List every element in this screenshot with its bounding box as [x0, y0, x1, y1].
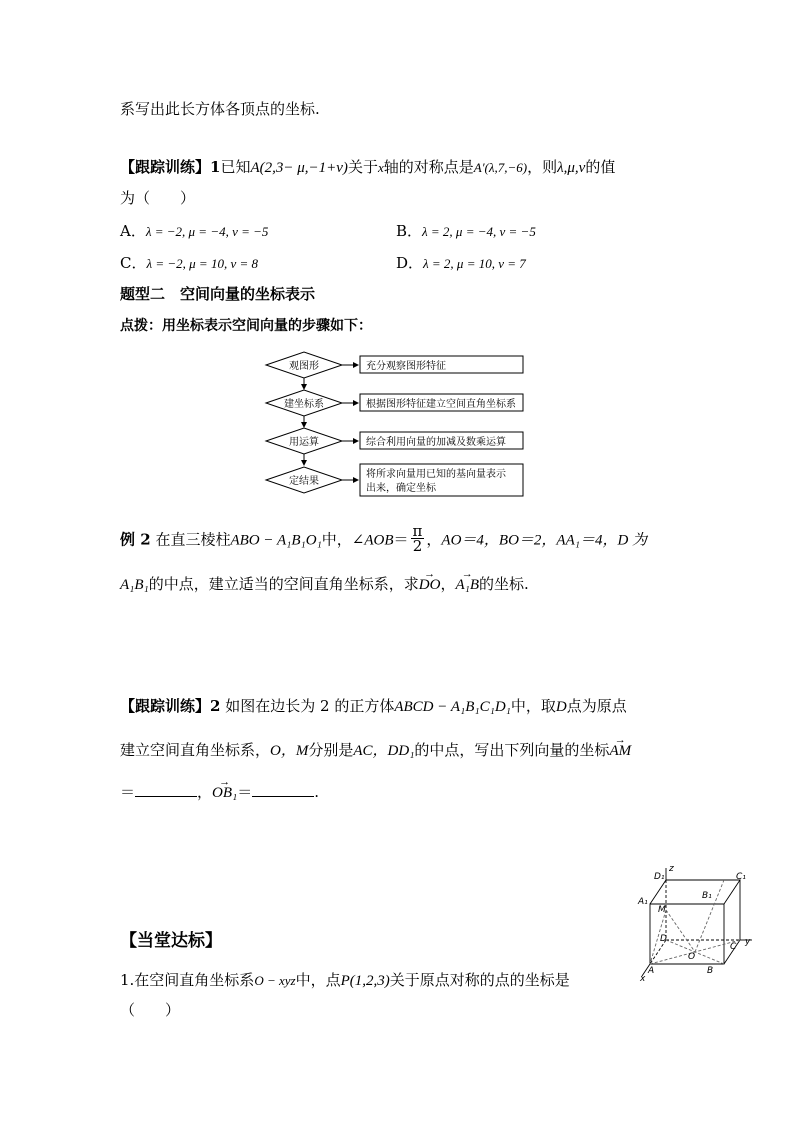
math-vars: λ,μ,ν: [557, 160, 586, 176]
diamond-step-2-label: 建坐标系: [284, 399, 324, 410]
math-ac: AC，DD₁: [353, 743, 415, 759]
math-point-a-prime: A′(λ,7,−6): [473, 160, 528, 175]
example-label: 例 2: [120, 530, 151, 549]
text-part: 中，∠: [321, 530, 365, 549]
math-cube: ABCD − A₁B₁C₁D₁: [394, 699, 511, 715]
example-2-line1: [120, 522, 648, 555]
option-value: λ = 2, μ = −4, ν = −5: [422, 224, 536, 239]
diamond-step-4-label: 定结果: [289, 476, 319, 487]
diamond-step-1-label: 观图形: [289, 361, 319, 372]
option-value: λ = 2, μ = 10, ν = 7: [423, 256, 526, 271]
fraction: [411, 524, 425, 553]
text-part: 的坐标.: [479, 575, 529, 593]
follow-up-number: 1: [210, 158, 221, 176]
vector-a1b: → A₁B: [455, 575, 479, 595]
text-part: ，: [440, 575, 456, 593]
vector-do: → DO: [419, 575, 441, 595]
option-label: A．: [120, 222, 146, 240]
option-value: λ = −2, μ = −4, ν = −5: [145, 224, 269, 239]
follow-up-tag: 【跟踪训练】: [120, 697, 211, 715]
text-part: 点为原点: [566, 697, 627, 715]
question-1-line1: [120, 970, 570, 991]
text-part: ，: [426, 530, 442, 549]
text-part: 建立空间直角坐标系，: [120, 741, 271, 759]
vertex-b-label: B: [707, 966, 714, 976]
option-c[interactable]: [120, 253, 258, 274]
text-part: 轴的对称点是: [383, 158, 474, 176]
fraction-num: π: [412, 522, 423, 540]
text-part: ，: [197, 783, 213, 801]
fraction-den: 2: [412, 537, 423, 555]
text-part: 分别是: [308, 741, 354, 759]
text-part: 中，点: [295, 971, 341, 989]
box-step-4-label-1: 将所求向量用已知的基向量表示: [366, 469, 506, 480]
axis-y-label: y: [745, 937, 751, 947]
option-label: D．: [396, 254, 424, 272]
diamond-step-3-label: 用运算: [289, 437, 319, 448]
vertex-d1-label: D₁: [654, 872, 665, 882]
text-part: ，则: [527, 158, 558, 176]
follow-up-2-line2: [120, 740, 631, 761]
text-part: 的中点，建立适当的空间直角坐标系，求: [148, 575, 419, 593]
answer-blank-2[interactable]: [252, 782, 314, 797]
example-2-line2: [120, 574, 529, 595]
option-b[interactable]: [396, 221, 536, 242]
vector-ob1: → OB₁: [212, 783, 237, 803]
option-a[interactable]: [120, 221, 268, 242]
text-part: ＝: [237, 783, 253, 801]
text-part: 关于原点对称的点的坐标是: [389, 971, 570, 989]
text-part: 如图在边长为 2 的正方体: [225, 697, 395, 715]
point-o-label: O: [688, 952, 696, 962]
tip-text: 点拨：用坐标表示空间向量的步骤如下：: [120, 318, 372, 334]
follow-up-2-line3: [120, 782, 319, 803]
box-step-1-label: 充分观察图形特征: [366, 361, 446, 372]
math-axis: x: [377, 160, 384, 175]
vertex-a-label: A: [648, 966, 655, 976]
follow-up-number: 2: [210, 697, 221, 715]
math-angle: AOB: [364, 532, 394, 549]
text-part: 的值: [585, 158, 616, 176]
text-part: .: [314, 783, 320, 801]
continued-text: 系写出此长方体各顶点的坐标.: [120, 100, 320, 118]
axis-z-label: z: [669, 864, 674, 874]
text-part: 关于: [347, 158, 378, 176]
box-step-3-label: 综合利用向量的加减及数乘运算: [366, 437, 506, 448]
text-part: 中，取: [510, 697, 556, 715]
follow-up-tag: 【跟踪训练】: [120, 158, 211, 176]
math-point-a: A(2,3− μ,−1+ν): [250, 160, 348, 176]
math-a1b1: A₁B₁: [120, 577, 149, 593]
vector-am: → AM: [609, 741, 631, 761]
vertex-c-label: C: [730, 942, 737, 952]
box-step-4-label-2: 出来，确定坐标: [366, 483, 436, 494]
answer-blank-1[interactable]: [135, 782, 197, 797]
option-label: B．: [396, 222, 423, 240]
question-1-line2: （ ）: [120, 1001, 181, 1019]
point-m-label: M: [658, 905, 666, 915]
follow-up-1-line1: [120, 157, 615, 178]
vertex-a1-label: A₁: [638, 897, 648, 907]
math-prism: ABO − A₁B₁O₁: [230, 532, 322, 549]
math-om: O，M: [270, 743, 309, 759]
option-value: λ = −2, μ = 10, ν = 8: [146, 256, 258, 271]
follow-up-2-line1: [120, 696, 627, 717]
text-part: 在直三棱柱: [155, 530, 231, 549]
math-point-p: P(1,2,3): [340, 973, 390, 989]
cube-figure: [636, 862, 756, 982]
text-part: ＝: [120, 783, 136, 801]
math-rest: AO＝4，BO＝2，AA₁＝4，D 为: [441, 532, 648, 549]
vertex-b1-label: B₁: [702, 891, 712, 901]
option-d[interactable]: [396, 253, 526, 274]
option-label: C．: [120, 254, 147, 272]
section-title-3: 【当堂达标】: [120, 931, 222, 951]
axis-x-label: x: [640, 974, 646, 982]
vertex-d-label: D: [660, 934, 667, 944]
follow-up-1-line2: 为（ ）: [120, 189, 196, 207]
vertex-c1-label: C₁: [736, 872, 746, 882]
math-d: D: [555, 699, 567, 715]
box-step-2-label: 根据图形特征建立空间直角坐标系: [366, 399, 516, 410]
math-system: O − xyz: [254, 973, 296, 988]
text-part: 已知: [220, 158, 251, 176]
section-title-2: 题型二 空间向量的坐标表示: [120, 285, 316, 303]
text-part: 的中点，写出下列向量的坐标: [414, 741, 610, 759]
text-part: ＝: [393, 530, 409, 549]
text-part: 1.在空间直角坐标系: [120, 971, 255, 989]
flowchart: [262, 348, 532, 498]
